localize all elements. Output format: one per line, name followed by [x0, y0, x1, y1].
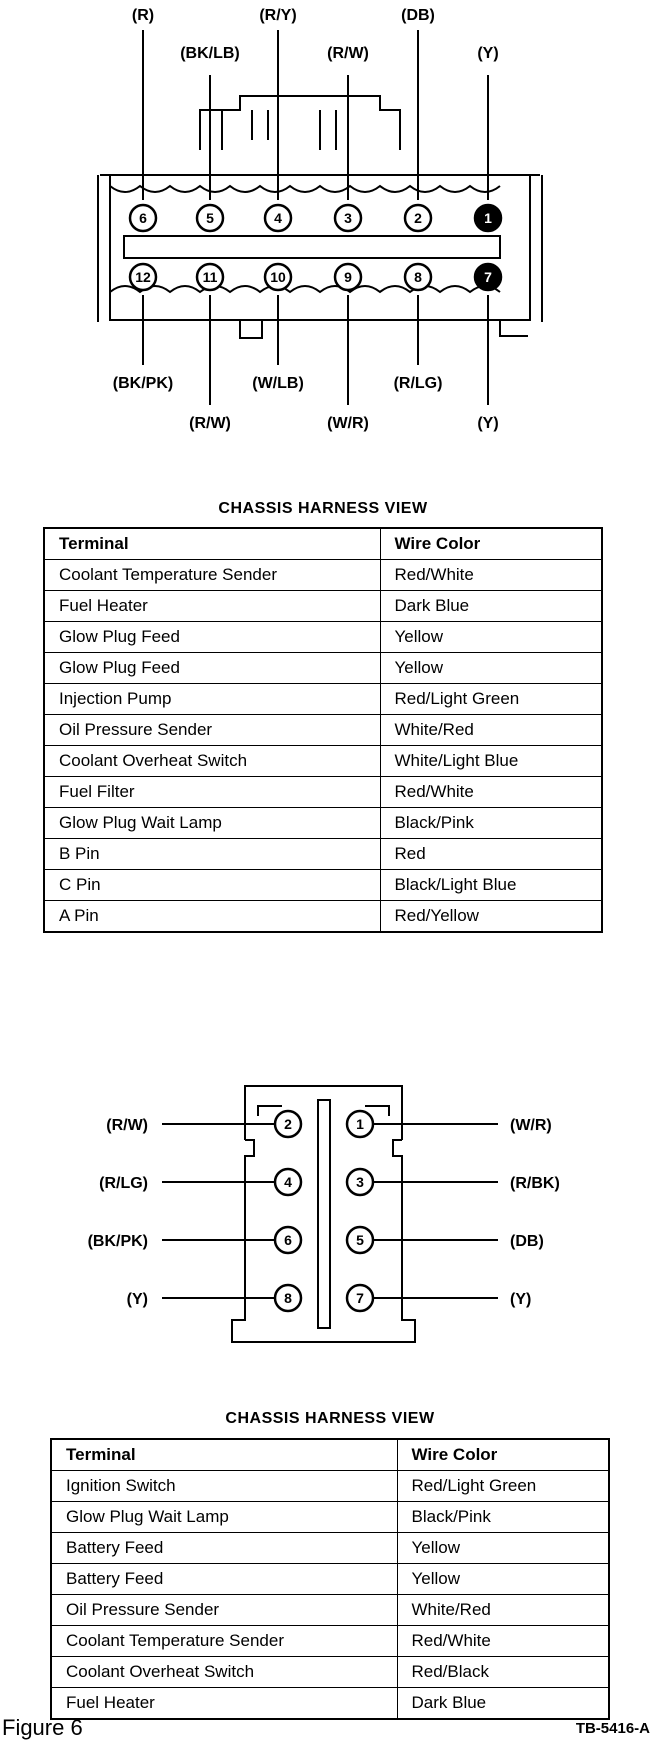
terminal-cell: Ignition Switch: [51, 1471, 397, 1502]
wire-label-top-y: (Y): [477, 45, 499, 62]
terminal-cell: Glow Plug Wait Lamp: [51, 1502, 397, 1533]
connector-12-pin-diagram: [0, 0, 656, 440]
table-row: [44, 560, 602, 591]
table-row: [51, 1533, 609, 1564]
table-row: [44, 622, 602, 653]
terminal-cell: Oil Pressure Sender: [44, 715, 380, 746]
table-row: [44, 808, 602, 839]
pin-number: 7: [484, 269, 492, 285]
pin-number: 4: [284, 1174, 292, 1190]
wire-color-cell: Dark Blue: [380, 591, 602, 622]
table-row: [44, 901, 602, 933]
table-header-row: [51, 1439, 609, 1471]
wire-color-cell: Yellow: [397, 1533, 609, 1564]
connector-8-pin-diagram: [0, 1060, 656, 1360]
terminal-cell: Injection Pump: [44, 684, 380, 715]
table-row: [51, 1626, 609, 1657]
wire-label-bottom-w-lb: (W/LB): [252, 375, 304, 392]
wire-label-bottom-r-w: (R/W): [189, 415, 231, 432]
column-header: Wire Color: [380, 528, 602, 560]
wire-color-cell: White/Light Blue: [380, 746, 602, 777]
terminal-cell: Glow Plug Wait Lamp: [44, 808, 380, 839]
table-row: [51, 1502, 609, 1533]
table-row: [51, 1471, 609, 1502]
pin-number: 2: [414, 210, 422, 226]
table-row: [51, 1657, 609, 1688]
wire-label-right-y: (Y): [510, 1291, 532, 1308]
pin-number: 8: [414, 269, 422, 285]
wire-color-cell: Yellow: [380, 622, 602, 653]
wire-color-cell: White/Red: [380, 715, 602, 746]
pin-number: 4: [274, 210, 282, 226]
terminal-cell: B Pin: [44, 839, 380, 870]
pin-number: 8: [284, 1290, 292, 1306]
pin-number: 2: [284, 1116, 292, 1132]
table-header-row: [44, 528, 602, 560]
wire-color-cell: Dark Blue: [397, 1688, 609, 1720]
table-row: [44, 684, 602, 715]
terminal-cell: Coolant Overheat Switch: [44, 746, 380, 777]
pin-number: 3: [356, 1174, 364, 1190]
pin-column-left: [275, 1111, 301, 1311]
wire-color-cell: Black/Pink: [380, 808, 602, 839]
wire-color-cell: Yellow: [380, 653, 602, 684]
wire-color-cell: Red/White: [380, 777, 602, 808]
terminal-cell: Glow Plug Feed: [44, 622, 380, 653]
pin-number: 10: [270, 269, 286, 285]
pin-number: 5: [356, 1232, 364, 1248]
wire-color-cell: Red/Light Green: [380, 684, 602, 715]
wire-color-cell: Red/White: [397, 1626, 609, 1657]
table-row: [51, 1688, 609, 1720]
pin-number: 6: [139, 210, 147, 226]
terminal-cell: Battery Feed: [51, 1533, 397, 1564]
terminal-cell: Fuel Heater: [51, 1688, 397, 1720]
wire-color-cell: Black/Pink: [397, 1502, 609, 1533]
wire-color-cell: Yellow: [397, 1564, 609, 1595]
column-header: Terminal: [51, 1439, 397, 1471]
wire-label-right-db: (DB): [510, 1233, 544, 1250]
wire-label-left-bk-pk: (BK/PK): [87, 1233, 148, 1250]
wire-label-bottom-w-r: (W/R): [327, 415, 369, 432]
pin-number: 11: [202, 269, 218, 285]
wire-color-cell: Red/Black: [397, 1657, 609, 1688]
wire-label-top-r: (R): [131, 7, 155, 24]
terminal-cell: Coolant Overheat Switch: [51, 1657, 397, 1688]
figure-caption: Figure 6: [2, 1715, 83, 1740]
pin-number: 9: [344, 269, 352, 285]
terminal-cell: Coolant Temperature Sender: [51, 1626, 397, 1657]
table-row: [44, 653, 602, 684]
wire-label-top-db: (DB): [401, 7, 435, 24]
table-row: [44, 746, 602, 777]
wire-label-left-r-lg: (R/LG): [99, 1175, 148, 1192]
pin-number: 5: [206, 210, 214, 226]
wire-label-bottom-r-lg: (R/LG): [393, 375, 443, 392]
wire-color-cell: Black/Light Blue: [380, 870, 602, 901]
wire-color-cell: Red: [380, 839, 602, 870]
wire-color-cell: Red/Yellow: [380, 901, 602, 933]
pin-row-top: [130, 205, 501, 231]
wire-label-bottom-y: (Y): [477, 415, 499, 432]
pin-number: 3: [344, 210, 352, 226]
wire-label-top-r-w: (R/W): [327, 45, 369, 62]
table2-title: CHASSIS HARNESS VIEW: [225, 1410, 435, 1427]
chassis-harness-table-1: [43, 527, 603, 933]
table-row: [51, 1595, 609, 1626]
pin-number: 1: [356, 1116, 364, 1132]
wire-color-cell: White/Red: [397, 1595, 609, 1626]
table-row: [51, 1564, 609, 1595]
wire-label-top-bk-lb: (BK/LB): [180, 45, 240, 62]
pin-number: 1: [484, 210, 492, 226]
terminal-cell: Battery Feed: [51, 1564, 397, 1595]
wire-label-left-r-w: (R/W): [106, 1117, 148, 1134]
wire-color-cell: Red/Light Green: [397, 1471, 609, 1502]
terminal-cell: Glow Plug Feed: [44, 653, 380, 684]
column-header: Terminal: [44, 528, 380, 560]
wire-color-cell: Red/White: [380, 560, 602, 591]
terminal-cell: A Pin: [44, 901, 380, 933]
table-row: [44, 870, 602, 901]
wire-label-left-y: (Y): [126, 1291, 148, 1308]
table1-title: CHASSIS HARNESS VIEW: [218, 500, 428, 517]
column-header: Wire Color: [397, 1439, 609, 1471]
terminal-cell: Fuel Heater: [44, 591, 380, 622]
wire-label-right-w-r: (W/R): [510, 1117, 552, 1134]
terminal-cell: Fuel Filter: [44, 777, 380, 808]
pin-column-right: [347, 1111, 373, 1311]
table-row: [44, 715, 602, 746]
wire-label-top-r-y: (R/Y): [259, 7, 297, 24]
table-row: [44, 777, 602, 808]
terminal-cell: C Pin: [44, 870, 380, 901]
document-code: TB-5416-A: [575, 1720, 650, 1737]
pin-number: 12: [135, 269, 151, 285]
wire-label-right-r-bk: (R/BK): [510, 1175, 560, 1192]
table-row: [44, 591, 602, 622]
pin-number: 7: [356, 1290, 364, 1306]
wire-label-bottom-bk-pk: (BK/PK): [112, 375, 174, 392]
terminal-cell: Coolant Temperature Sender: [44, 560, 380, 591]
table-row: [44, 839, 602, 870]
chassis-harness-table-2: [50, 1438, 610, 1720]
pin-number: 6: [284, 1232, 292, 1248]
terminal-cell: Oil Pressure Sender: [51, 1595, 397, 1626]
